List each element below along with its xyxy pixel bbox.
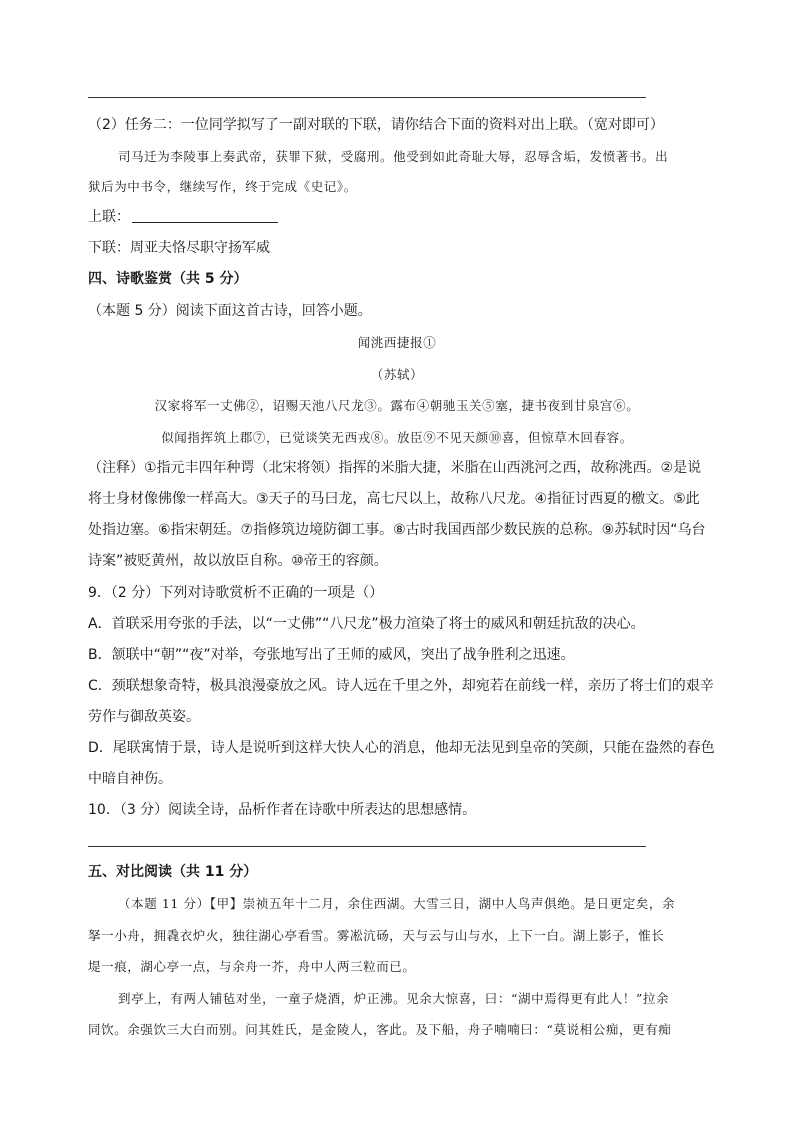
- task2-material-line1: 司马迁为李陵事上奏武帝，获罪下狱，受腐刑。他受到如此奇耻大辱，忍辱含垢，发愤著书。出: [118, 149, 669, 164]
- q9-option-a: A．首联采用夸张的手法，以“一丈佛”“八尺龙”极力渲染了将士的威风和朝廷抗敌的决心。: [88, 616, 645, 632]
- section4-intro: （本题 5 分）阅读下面这首古诗，回答小题。: [88, 303, 372, 319]
- q9-option-c: C．颈联想象奇特，极具浪漫豪放之风。诗人远在千里之外，却宛若在前线一样，亲历了将士们的艰辛: [88, 678, 714, 694]
- notes-line-2: 将士身材像佛像一样高大。③天子的马曰龙，高七尺以上，故称八尺龙。④指征讨西夏的檄文。⑤此: [88, 491, 700, 507]
- question-9: 9．（2 分）下列对诗歌赏析不正确的一项是（）: [88, 585, 384, 601]
- q9-option-d-cont: 中暗自神伤。: [88, 771, 172, 787]
- passage-a-line-1: （本题 11 分）【甲】崇祯五年十二月，余住西湖。大雪三日，湖中人鸟声俱绝。是日更定矣，余: [118, 896, 676, 911]
- passage-a-line-5: 同饮。余强饮三大白而别。问其姓氏，是金陵人，客此。及下船，舟子喃喃曰：“莫说相公痴，更有痴: [88, 1022, 672, 1037]
- lower-couplet: 下联：周亚夫恪尽职守扬军威: [88, 240, 270, 256]
- notes-line-3: 处指边塞。⑥指宋朝廷。⑦指修筑边境防御工事。⑧古时我国西部少数民族的总称。⑨苏轼时因“乌台: [88, 522, 706, 538]
- task2-material-line2: 狱后为中书令，继续写作，终于完成《史记》。: [88, 179, 357, 194]
- poem-line-2: 似闻指挥筑上郡⑦，已觉谈笑无西戎⑧。放臣⑨不见天颜⑩喜，但惊草木回春容。: [161, 430, 633, 445]
- q9-option-c-cont: 劳作与御敌英姿。: [88, 709, 200, 725]
- poem-line-1: 汉家将军一丈佛②，诏赐天池八尺龙③。露布④朝驰玉关⑤塞，捷书夜到甘泉宫⑥。: [154, 398, 640, 413]
- answer-line-q10: [88, 846, 646, 847]
- notes-line-1: （注释）①指元丰四年种谔（北宋将领）指挥的米脂大捷，米脂在山西洮河之西，故称洮西。②是说: [88, 460, 702, 476]
- section5-heading: 五、对比阅读（共 11 分）: [88, 864, 258, 880]
- question-10: 10．（3 分）阅读全诗，品析作者在诗歌中所表达的思想感情。: [88, 802, 477, 818]
- poem-title: 闻洮西捷报①: [357, 335, 437, 350]
- section4-heading: 四、诗歌鉴赏（共 5 分）: [88, 271, 248, 287]
- passage-a-line-2: 拏一小舟，拥毳衣炉火，独往湖心亭看雪。雾凇沆砀，天与云与山与水，上下一白。湖上影子，惟长: [88, 928, 665, 943]
- upper-couplet-blank[interactable]: [132, 208, 278, 223]
- passage-a-line-4: 到亭上，有两人铺毡对坐，一童子烧酒，炉正沸。见余大惊喜，曰：“湖中焉得更有此人！”拉余: [118, 991, 670, 1006]
- answer-line-top: [88, 97, 646, 98]
- poem-author: （苏轼）: [370, 367, 424, 382]
- passage-a-line-3: 堤一痕，湖心亭一点，与余舟一芥，舟中人两三粒而已。: [88, 959, 416, 974]
- task2-question: （2）任务二：一位同学拟写了一副对联的下联，请你结合下面的资料对出上联。（宽对即可）: [88, 117, 664, 133]
- upper-couplet-row: [88, 208, 278, 226]
- upper-couplet-label: 上联：: [88, 209, 130, 225]
- notes-line-4: 诗案”被贬黄州，故以放臣自称。⑩帝王的容颜。: [88, 553, 388, 569]
- q9-option-d: D．尾联寓情于景，诗人是说听到这样大快人心的消息，他却无法见到皇帝的笑颜，只能在盎然的春色: [88, 740, 715, 756]
- q9-option-b: B．颔联中“朝”“夜”对举，夸张地写出了王师的威风，突出了战争胜利之迅速。: [88, 647, 575, 663]
